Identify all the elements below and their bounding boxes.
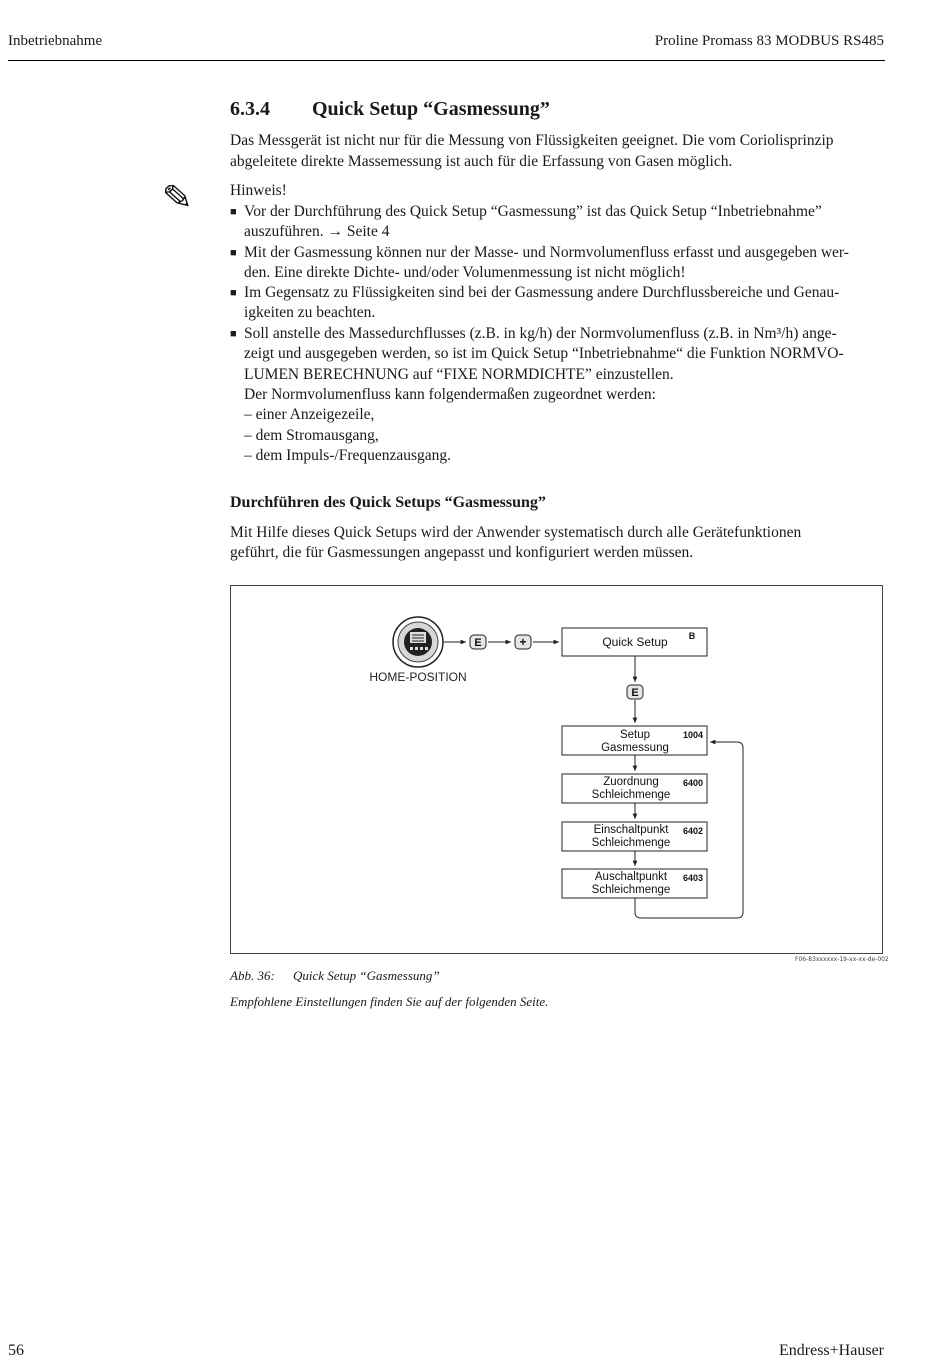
svg-text:Gasmessung: Gasmessung	[601, 742, 669, 754]
brand-name: Endress+Hauser	[779, 1342, 884, 1359]
figure-id: F06-83xxxxxx-19-xx-xx-de-002	[795, 956, 889, 963]
function-code: 6400	[682, 778, 704, 788]
plus-key-icon	[515, 635, 531, 649]
svg-text:E: E	[474, 637, 482, 649]
quick-setup-label: Quick Setup	[602, 635, 668, 649]
note-label: Hinweis!	[230, 182, 287, 199]
note-line: igkeiten zu beachten.	[244, 304, 376, 321]
function-box-setup-gasmessung	[562, 726, 707, 755]
e-key-icon	[470, 635, 486, 649]
header-rule	[8, 60, 885, 61]
header-chapter: Inbetriebnahme	[8, 33, 103, 49]
note-line: Mit der Gasmessung können nur der Masse- und Normvolumenfluss erfasst und ausgegeben wer-	[244, 244, 849, 261]
home-position-label: HOME-POSITION	[369, 670, 467, 684]
subsection-line-2: geführt, die für Gasmessungen angepasst und konfiguriert werden müssen.	[230, 544, 694, 561]
svg-text:Schleichmenge: Schleichmenge	[591, 837, 671, 849]
caption-title: Quick Setup “Gasmessung”	[293, 968, 440, 983]
svg-text:Schleichmenge: Schleichmenge	[591, 789, 671, 801]
function-box-einschaltpunkt-schleichmenge	[562, 822, 707, 851]
function-box-zuordnung-schleichmenge	[562, 774, 707, 803]
intro-line-1: Das Messgerät ist nicht nur für die Messung von Flüssigkeiten geeignet. Die vom Coriolisprinzip	[230, 132, 834, 149]
svg-text:+: +	[519, 635, 527, 649]
function-box-auschaltpunkt-schleichmenge	[562, 869, 707, 898]
pencil-icon: ✎	[161, 178, 193, 218]
quick-setup-diagram	[231, 586, 884, 955]
device-display-icon	[393, 617, 443, 667]
svg-text:Auschaltpunkt: Auschaltpunkt	[594, 871, 668, 883]
caption-label: Abb. 36:	[230, 968, 275, 983]
e-key-icon	[627, 685, 643, 699]
section-number: 6.3.4	[230, 98, 270, 120]
intro-line-2: abgeleitete direkte Massemessung ist auch für die Erfassung von Gasen möglich.	[230, 153, 733, 170]
quick-setup-box	[562, 628, 707, 656]
quick-setup-code: B	[688, 631, 696, 641]
svg-text:Einschaltpunkt: Einschaltpunkt	[593, 824, 669, 836]
note-line: – dem Impuls-/Frequenzausgang.	[244, 447, 452, 464]
note-line: – dem Stromausgang,	[244, 427, 379, 444]
diagram-frame	[230, 585, 883, 954]
footnote: Empfohlene Einstellungen finden Sie auf der folgenden Seite.	[230, 994, 549, 1009]
svg-text:Schleichmenge: Schleichmenge	[591, 884, 671, 896]
svg-text:E: E	[631, 687, 639, 699]
function-code: 1004	[682, 730, 704, 740]
svg-text:Zuordnung: Zuordnung	[603, 776, 659, 788]
bullet-icon: ■	[230, 247, 237, 259]
subsection-title: Durchführen des Quick Setups “Gasmessung”	[230, 494, 546, 511]
page-number: 56	[8, 1342, 24, 1359]
note-line: Der Normvolumenfluss kann folgendermaßen zugeordnet werden:	[244, 386, 656, 403]
section-title: Quick Setup “Gasmessung”	[312, 98, 550, 120]
svg-text:Setup: Setup	[619, 729, 651, 741]
note-line: den. Eine direkte Dichte- und/oder Volumenmessung ist nicht möglich!	[244, 264, 686, 281]
note-line: Im Gegensatz zu Flüssigkeiten sind bei der Gasmessung andere Durchflussbereiche und Genau-	[244, 284, 840, 301]
function-code: 6403	[682, 873, 704, 883]
note-line: Soll anstelle des Massedurchflusses (z.B. in kg/h) der Normvolumenfluss (z.B. in Nm³/h) ange-	[244, 325, 837, 342]
function-code: 6402	[682, 826, 704, 836]
bullet-icon: ■	[230, 287, 237, 299]
subsection-line-1: Mit Hilfe dieses Quick Setups wird der Anwender systematisch durch alle Gerätefunktionen	[230, 524, 802, 541]
bullet-icon: ■	[230, 206, 237, 218]
note-line: – einer Anzeigezeile,	[244, 406, 375, 423]
note-line: LUMEN BERECHNUNG auf “FIXE NORMDICHTE” einzustellen.	[244, 366, 674, 383]
note-line: Vor der Durchführung des Quick Setup “Gasmessung” ist das Quick Setup “Inbetriebnahme”	[244, 203, 822, 220]
note-line: zeigt und ausgegeben werden, so ist im Quick Setup “Inbetriebnahme“ die Funktion NORMVO-	[244, 345, 844, 362]
note-line: auszuführen. → Seite 4	[244, 223, 390, 240]
bullet-icon: ■	[230, 328, 237, 340]
header-product: Proline Promass 83 MODBUS RS485	[654, 33, 884, 49]
